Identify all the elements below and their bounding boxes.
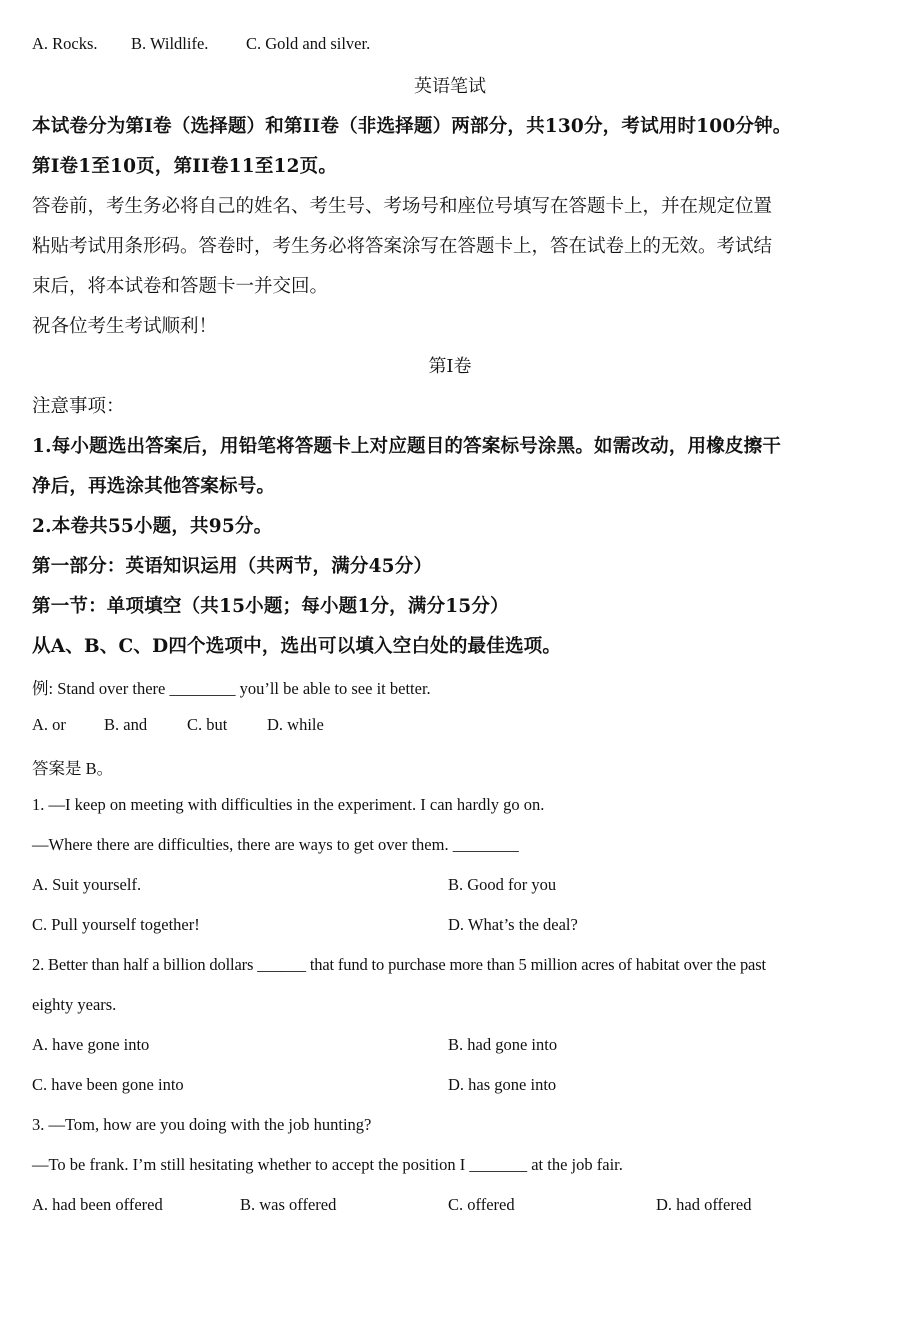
example-answer: 答案是 B。 [32, 759, 114, 778]
note-line-2: 净后，再选涂其他答案标号。 [32, 476, 276, 497]
q3-option-d: D. had offered [656, 1195, 752, 1214]
q1-option-a: A. Suit yourself. [32, 875, 142, 894]
example-option-b: B. and [104, 715, 148, 734]
intro-line-1: 本试卷分为第I卷（选择题）和第II卷（非选择题）两部分，共130分，考试用时100分钟。 [32, 116, 792, 137]
note-line-1: 1.每小题选出答案后，用铅笔将答题卡上对应题目的答案标号涂黑。如需改动，用橡皮擦干 [32, 436, 782, 457]
intro-line-3: 答卷前，考生务必将自己的姓名、考生号、考场号和座位号填写在答题卡上，并在规定位置 [32, 196, 773, 217]
q1-option-d: D. What’s the deal? [448, 915, 578, 934]
q1-line-1: 1. —I keep on meeting with difficulties in the experiment. I can hardly go on. [32, 795, 545, 814]
intro-line-6: 祝各位考生考试顺利！ [32, 316, 218, 337]
example-stem: 例: Stand over there ________ you’ll be able to see it better. [32, 679, 431, 698]
intro-line-2: 第I卷1至10页，第II卷11至12页。 [32, 156, 338, 177]
intro-line-4: 粘贴考试用条形码。答卷时，考生务必将答案涂写在答题卡上，答在试卷上的无效。考试结 [32, 236, 773, 257]
q1-option-b: B. Good for you [448, 875, 557, 894]
volume-title: 第I卷 [428, 356, 472, 377]
example-option-d: D. while [267, 715, 324, 734]
example-option-c: C. but [187, 715, 228, 734]
q1-line-2: —Where there are difficulties, there are ways to get over them. ________ [32, 835, 519, 854]
exam-title: 英语笔试 [414, 76, 486, 97]
q1-option-c: C. Pull yourself together! [32, 915, 200, 934]
example-option-a: A. or [32, 715, 66, 734]
prev-option-c: C. Gold and silver. [246, 34, 371, 53]
q2-line-2: eighty years. [32, 995, 117, 1014]
instruction: 从A、B、C、D四个选项中，选出可以填入空白处的最佳选项。 [32, 636, 562, 657]
q3-option-a: A. had been offered [32, 1195, 163, 1214]
q2-option-a: A. have gone into [32, 1035, 150, 1054]
q2-option-c: C. have been gone into [32, 1075, 184, 1094]
prev-option-a: A. Rocks. [32, 34, 98, 53]
notes-heading: 注意事项： [32, 396, 125, 417]
note-line-3: 2.本卷共55小题，共95分。 [32, 516, 273, 537]
q3-line-1: 3. —Tom, how are you doing with the job hunting? [32, 1115, 372, 1134]
q3-option-b: B. was offered [240, 1195, 337, 1214]
q2-option-d: D. has gone into [448, 1075, 557, 1094]
intro-line-5: 束后，将本试卷和答题卡一并交回。 [32, 276, 329, 297]
section-1-heading: 第一节：单项填空（共15小题；每小题1分，满分15分） [32, 596, 509, 617]
q3-option-c: C. offered [448, 1195, 515, 1214]
part-1-heading: 第一部分：英语知识运用（共两节，满分45分） [32, 556, 433, 577]
prev-option-b: B. Wildlife. [131, 34, 209, 53]
q3-line-2: —To be frank. I’m still hesitating whether to accept the position I _______ at the job fair. [32, 1155, 623, 1174]
q2-option-b: B. had gone into [448, 1035, 558, 1054]
q2-line-1: 2. Better than half a billion dollars ______ that fund to purchase more than 5 million acres of habitat over the past [32, 955, 766, 974]
